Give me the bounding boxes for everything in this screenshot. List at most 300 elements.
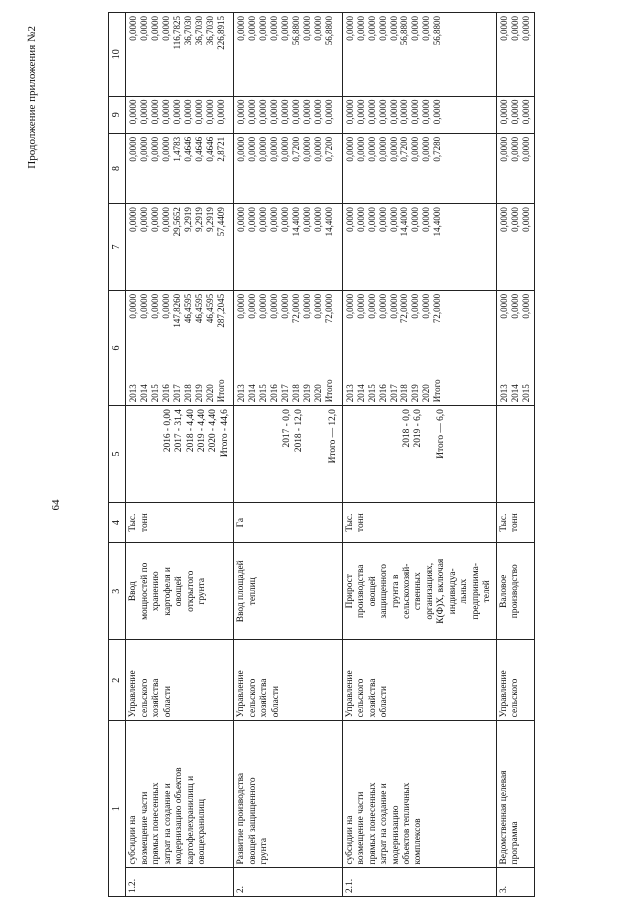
funding-other-line: 56,8800 xyxy=(324,16,335,46)
year-labels-line: 2014 xyxy=(247,384,258,403)
funding-regional-line: 0,0000 xyxy=(410,136,421,162)
funding-total-line: 0,0000 xyxy=(161,293,172,319)
funding-local-line: 0,0000 xyxy=(399,99,410,125)
year-labels-line: 2019 xyxy=(194,384,204,403)
header-cell-1: 1 xyxy=(109,721,126,897)
target-values-line xyxy=(271,409,282,499)
funding-local-line: 0,0000 xyxy=(355,99,366,125)
funding-regional-line: 0,4646 xyxy=(183,136,194,162)
funding-regional xyxy=(342,133,496,203)
funding-regional-line: 0,0000 xyxy=(128,136,139,162)
year-labels-line: 2015 xyxy=(150,384,161,403)
funding-regional-line: 0,7200 xyxy=(399,136,410,162)
funding-local-line: 0,0000 xyxy=(194,99,204,125)
indicator-line: ственных xyxy=(413,572,424,611)
funding-total xyxy=(342,290,496,369)
unit-line: Тыс. xyxy=(498,513,509,532)
funding-local-line: 0,0000 xyxy=(150,99,161,125)
funding-regional-line: 0,0000 xyxy=(498,136,509,162)
indicator-line: сельскохозяй- xyxy=(401,563,412,619)
target-values-line xyxy=(248,409,259,499)
funding-total-line: 287,2045 xyxy=(215,293,226,328)
funding-total xyxy=(126,290,234,369)
measure-name-line: программа xyxy=(510,821,521,865)
funding-total-line: 72,0000 xyxy=(324,293,335,324)
funding-total-line: 0,0000 xyxy=(258,293,269,319)
funding-total-line: 0,0000 xyxy=(313,293,324,319)
year-labels-line: 2014 xyxy=(509,384,520,403)
funding-other-line: 56,8800 xyxy=(399,16,410,46)
funding-federal-line: 0,0000 xyxy=(150,207,161,232)
funding-total-line: 0,0000 xyxy=(302,293,313,319)
indicator-line: Валовое xyxy=(498,574,509,608)
funding-local-line: 0,0000 xyxy=(344,99,355,125)
funding-other-line: 0,0000 xyxy=(498,16,509,41)
funding-federal-line: 0,0000 xyxy=(388,207,399,232)
measure-name-line: затрат на создание и xyxy=(379,783,390,865)
appendix-continuation-label: Продолжение приложения №2 xyxy=(26,26,38,169)
indicator-line: хранению xyxy=(151,571,162,612)
funding-regional-line: 0,0000 xyxy=(421,136,432,162)
funding-total-line: 0,0000 xyxy=(509,293,520,319)
executor-line: Управление xyxy=(236,670,247,718)
funding-federal-line: 0,0000 xyxy=(302,207,313,232)
year-labels-line: 2018 xyxy=(399,384,410,403)
funding-federal-line: 0,0000 xyxy=(313,207,324,232)
unit-line: Тыс. xyxy=(128,513,139,532)
target-values xyxy=(342,406,496,503)
target-values-line xyxy=(305,409,316,499)
executor-line: области xyxy=(379,685,390,718)
funding-local-line: 0,0000 xyxy=(313,99,324,125)
year-labels-line: 2019 xyxy=(302,384,313,403)
indicator-line: открытого xyxy=(185,570,196,612)
measure-name-line: модернизацию xyxy=(390,805,401,865)
funding-regional-line: 0,0000 xyxy=(258,136,269,162)
funding-total-line: 0,0000 xyxy=(280,293,291,319)
funding-federal-line: 14,4000 xyxy=(432,207,443,237)
unit xyxy=(496,502,534,543)
funding-regional-line: 0,4646 xyxy=(204,136,215,162)
target-values xyxy=(234,406,342,503)
executor xyxy=(234,640,342,721)
indicator-line: Прирост xyxy=(344,574,355,609)
measure-name-line: овощей защищенного xyxy=(247,777,258,865)
indicator-line: мощностей по xyxy=(139,562,150,620)
year-labels-line: 2017 xyxy=(388,384,399,403)
funding-federal-line: 0,0000 xyxy=(377,207,388,232)
target-values-line: 2018 - 0,0 xyxy=(401,409,412,448)
funding-other xyxy=(126,13,234,97)
funding-regional-line: 0,7280 xyxy=(432,136,443,162)
funding-total-line: 0,0000 xyxy=(520,293,531,319)
funding-regional-line: 0,0000 xyxy=(302,136,313,162)
funding-local-line: 0,0000 xyxy=(215,99,226,125)
indicator-line: производство xyxy=(510,564,521,619)
funding-federal-line: 0,0000 xyxy=(128,207,139,232)
target-values-line xyxy=(151,409,162,499)
measure-name-line: субсидии на xyxy=(344,815,355,865)
funding-total-line: 0,0000 xyxy=(355,293,366,319)
funding-regional-line: 0,0000 xyxy=(139,136,150,162)
funding-regional xyxy=(234,133,342,203)
funding-federal-line: 0,0000 xyxy=(520,207,531,232)
header-cell-10: 10 xyxy=(109,13,126,97)
funding-other-line: 0,0000 xyxy=(377,16,388,41)
funding-local-line: 0,0000 xyxy=(498,99,509,125)
year-labels-line: 2020 xyxy=(421,384,432,403)
target-values-line xyxy=(425,409,436,499)
funding-federal-line: 0,0000 xyxy=(161,207,172,232)
funding-total-line: 0,0000 xyxy=(421,293,432,319)
funding-total-line: 46,4595 xyxy=(204,293,215,324)
funding-local-line: 0,0000 xyxy=(366,99,377,125)
target-values-line: 2019 - 4,40 xyxy=(197,409,207,453)
funding-total-line: 0,0000 xyxy=(388,293,399,319)
header-cell-7: 7 xyxy=(109,204,126,291)
funding-regional-line: 0,0000 xyxy=(366,136,377,162)
indicator xyxy=(126,543,234,640)
measure-name-line: затрат на создание и xyxy=(162,783,173,865)
header-cell-3: 3 xyxy=(109,543,126,640)
target-values-line xyxy=(391,409,402,499)
measure-name-line: комплексов xyxy=(413,818,424,865)
target-values-line: 2016 - 0,00 xyxy=(162,409,173,453)
indicator-line: производства xyxy=(356,564,367,618)
funding-other-line: 0,0000 xyxy=(421,16,432,41)
funding-federal xyxy=(496,204,534,291)
funding-total-line: 0,0000 xyxy=(344,293,355,319)
funding-federal-line: 0,0000 xyxy=(280,207,291,232)
executor-line: хозяйства xyxy=(259,678,270,718)
funding-other-line: 0,0000 xyxy=(258,16,269,41)
funding-federal xyxy=(234,204,342,291)
funding-total-line: 0,0000 xyxy=(366,293,377,319)
year-labels-line: 2019 xyxy=(410,384,421,403)
funding-local-line: 0,0000 xyxy=(410,99,421,125)
table-row xyxy=(496,13,534,897)
funding-total-line: 147,8260 xyxy=(172,293,183,328)
year-labels-line: 2015 xyxy=(520,384,531,403)
indicator-line: грунта в xyxy=(390,574,401,608)
indicator-line: овощей xyxy=(367,576,378,607)
funding-local-line: 0,0000 xyxy=(520,99,531,125)
funding-other-line: 0,0000 xyxy=(366,16,377,41)
year-labels-line: 2016 xyxy=(377,384,388,403)
funding-federal-line: 9,2919 xyxy=(204,207,215,232)
funding-total-line: 0,0000 xyxy=(247,293,258,319)
target-values-line xyxy=(259,409,270,499)
funding-local-line: 0,0000 xyxy=(128,99,139,125)
measure-name-line: грунта xyxy=(259,837,270,865)
funding-federal-line: 0,0000 xyxy=(344,207,355,232)
funding-other-line: 0,0000 xyxy=(161,16,172,41)
funding-other-line: 0,0000 xyxy=(269,16,280,41)
target-values-line: 2018 - 12,0 xyxy=(293,409,304,453)
program-table xyxy=(108,12,535,897)
measure-name xyxy=(126,721,234,868)
funding-federal-line: 0,0000 xyxy=(410,207,421,232)
unit-line: Га xyxy=(236,517,247,528)
funding-federal-line: 0,0000 xyxy=(236,207,247,232)
year-labels-line: 2018 xyxy=(291,384,302,403)
funding-local xyxy=(342,96,496,133)
funding-other-line: 0,0000 xyxy=(509,16,520,41)
funding-regional-line: 0,7200 xyxy=(291,136,302,162)
year-labels-line: 2013 xyxy=(236,384,247,403)
unit-line: тонн xyxy=(139,513,150,532)
funding-federal xyxy=(342,204,496,291)
funding-local xyxy=(126,96,234,133)
year-labels-line: 2015 xyxy=(258,384,269,403)
funding-total xyxy=(234,290,342,369)
indicator-line: К(Ф)Х, включая xyxy=(436,558,447,624)
funding-regional-line: 0,0000 xyxy=(236,136,247,162)
target-values-line xyxy=(379,409,390,499)
row-number: 2.1. xyxy=(342,868,496,897)
funding-local-line: 0,0000 xyxy=(161,99,172,125)
measure-name-line: прямых понесенных xyxy=(367,782,378,865)
year-labels-line: 2013 xyxy=(498,384,509,403)
year-labels-line: 2013 xyxy=(128,384,139,403)
measure-name-line: овощехранилищ xyxy=(197,798,207,865)
funding-other-line: 0,0000 xyxy=(388,16,399,41)
funding-regional-line: 0,0000 xyxy=(344,136,355,162)
measure-name-line: Развитие производства xyxy=(236,772,247,865)
measure-name-line: картофелехранилищ и xyxy=(185,775,196,865)
measure-name xyxy=(234,721,342,868)
year-labels-line: 2018 xyxy=(183,384,194,403)
executor-line: сельского xyxy=(247,678,258,718)
target-values-line: Итого — 6,0 xyxy=(436,409,447,459)
funding-other xyxy=(496,13,534,97)
funding-regional-line: 0,0000 xyxy=(388,136,399,162)
funding-other-line: 0,0000 xyxy=(128,16,139,41)
funding-local-line: 0,0000 xyxy=(377,99,388,125)
indicator-line: теплиц xyxy=(247,577,258,606)
measure-name-line: прямых понесенных xyxy=(151,782,162,865)
funding-federal-line: 9,2919 xyxy=(194,207,204,232)
indicator-line: овощей xyxy=(174,576,185,607)
funding-other xyxy=(234,13,342,97)
funding-total-line: 46,4595 xyxy=(183,293,194,324)
measure-name-line: объектов тепличных xyxy=(401,782,412,865)
funding-regional-line: 0,0000 xyxy=(247,136,258,162)
funding-other-line: 0,0000 xyxy=(313,16,324,41)
funding-local-line: 0,0000 xyxy=(172,99,183,125)
row-number: 1.2. xyxy=(126,868,234,897)
funding-federal xyxy=(126,204,234,291)
unit-line: Тыс. xyxy=(344,513,355,532)
funding-other-line: 56,8800 xyxy=(432,16,443,46)
funding-federal-line: 0,0000 xyxy=(498,207,509,232)
funding-other-line: 0,0000 xyxy=(410,16,421,41)
year-labels xyxy=(496,369,534,405)
funding-regional-line: 0,7200 xyxy=(324,136,335,162)
year-labels-line: 2013 xyxy=(344,384,355,403)
executor xyxy=(496,640,534,721)
funding-other-line: 0,0000 xyxy=(344,16,355,41)
funding-total xyxy=(496,290,534,369)
executor-line: сельского xyxy=(139,678,150,718)
funding-local xyxy=(496,96,534,133)
indicator xyxy=(496,543,534,640)
funding-federal-line: 14,4000 xyxy=(324,207,335,237)
target-values xyxy=(126,406,234,503)
funding-local-line: 0,0000 xyxy=(388,99,399,125)
funding-total-line: 0,0000 xyxy=(269,293,280,319)
funding-other-line: 56,8800 xyxy=(291,16,302,46)
target-values-line: 2017 - 0,0 xyxy=(282,409,293,448)
measure-name-line: возмещение части xyxy=(356,791,367,865)
funding-local-line: 0,0000 xyxy=(236,99,247,125)
funding-total-line: 0,0000 xyxy=(139,293,150,319)
funding-federal-line: 0,0000 xyxy=(509,207,520,232)
indicator-line: индивидуа- xyxy=(447,568,458,615)
funding-regional-line: 0,4646 xyxy=(194,136,204,162)
executor-line: хозяйства xyxy=(151,678,162,718)
table-body xyxy=(126,13,534,897)
funding-local-line: 0,0000 xyxy=(302,99,313,125)
funding-federal-line: 0,0000 xyxy=(139,207,150,232)
funding-total-line: 0,0000 xyxy=(498,293,509,319)
indicator-line: телей xyxy=(482,580,493,603)
target-values-line xyxy=(345,409,356,499)
indicator xyxy=(342,543,496,640)
measure-name xyxy=(496,721,534,868)
funding-federal-line: 0,0000 xyxy=(258,207,269,232)
funding-regional-line: 0,0000 xyxy=(355,136,366,162)
funding-federal-line: 57,4409 xyxy=(215,207,226,237)
year-labels-line: 2017 xyxy=(172,384,183,403)
funding-federal-line: 14,4000 xyxy=(291,207,302,237)
executor-line: Управление xyxy=(344,670,355,718)
funding-local-line: 0,0000 xyxy=(139,99,150,125)
row-number: 2. xyxy=(234,868,342,897)
funding-federal-line: 0,0000 xyxy=(366,207,377,232)
target-values-line: Итого — 12,0 xyxy=(328,409,339,464)
year-labels-line: 2017 xyxy=(280,384,291,403)
funding-total-line: 0,0000 xyxy=(377,293,388,319)
target-values-line: 2019 - 6,0 xyxy=(413,409,424,448)
measure-name-line: субсидии на xyxy=(128,815,139,865)
measure-name xyxy=(342,721,496,868)
funding-regional-line: 0,0000 xyxy=(520,136,531,162)
indicator-line: грунта xyxy=(197,578,207,605)
funding-regional-line: 0,0000 xyxy=(377,136,388,162)
target-values-line: 2017 - 31,4 xyxy=(174,409,185,453)
year-labels-line: 2015 xyxy=(366,384,377,403)
executor xyxy=(126,640,234,721)
target-values-line xyxy=(140,409,151,499)
funding-other-line: 0,0000 xyxy=(280,16,291,41)
funding-regional-line: 1,4783 xyxy=(172,136,183,162)
year-labels-line: 2014 xyxy=(355,384,366,403)
header-cell-8: 8 xyxy=(109,133,126,203)
executor-line: Управление xyxy=(498,670,509,718)
funding-local-line: 0,0000 xyxy=(291,99,302,125)
target-values-line xyxy=(236,409,247,499)
funding-other-line: 0,0000 xyxy=(302,16,313,41)
funding-regional-line: 0,0000 xyxy=(161,136,172,162)
funding-total-line: 46,4595 xyxy=(194,293,204,324)
year-labels-line: 2016 xyxy=(161,384,172,403)
funding-regional-line: 0,0000 xyxy=(150,136,161,162)
executor-line: Управление xyxy=(128,670,139,718)
indicator-line: предпринима- xyxy=(470,563,481,620)
indicator-line: картофеля и xyxy=(162,567,173,616)
executor-line: сельского xyxy=(356,678,367,718)
funding-other-line: 0,0000 xyxy=(355,16,366,41)
funding-local-line: 0,0000 xyxy=(324,99,335,125)
target-values-line xyxy=(356,409,367,499)
target-values-line xyxy=(128,409,139,499)
executor-line: хозяйства xyxy=(367,678,378,718)
funding-other-line: 36,7030 xyxy=(194,16,204,46)
table-row xyxy=(234,13,342,897)
header-cell-2: 2 xyxy=(109,640,126,721)
row-number: 3. xyxy=(496,868,534,897)
year-labels-line: Итого xyxy=(432,379,443,403)
funding-other-line: 0,0000 xyxy=(520,16,531,41)
funding-other-line: 116,7825 xyxy=(172,16,183,50)
measure-name-line: модернизацию объектов xyxy=(174,767,185,865)
funding-regional-line: 2,8721 xyxy=(215,136,226,162)
funding-federal-line: 14,4000 xyxy=(399,207,410,237)
year-labels-line: 2014 xyxy=(139,384,150,403)
indicator-line: льных xyxy=(459,578,470,604)
unit-line: тонн xyxy=(356,513,367,532)
unit-line: тонн xyxy=(510,513,521,532)
funding-total-line: 0,0000 xyxy=(128,293,139,319)
funding-total-line: 72,0000 xyxy=(291,293,302,324)
funding-regional xyxy=(496,133,534,203)
funding-local-line: 0,0000 xyxy=(432,99,443,125)
header-cell-4: 4 xyxy=(109,502,126,543)
table-header-row xyxy=(109,13,126,897)
executor xyxy=(342,640,496,721)
executor-line: области xyxy=(162,685,173,718)
funding-other-line: 36,7030 xyxy=(204,16,215,46)
funding-local-line: 0,0000 xyxy=(280,99,291,125)
target-values-line xyxy=(317,409,328,499)
funding-other-line: 36,7030 xyxy=(183,16,194,46)
funding-total-line: 0,0000 xyxy=(410,293,421,319)
target-values-line: 2018 - 4,40 xyxy=(185,409,196,453)
header-cell-6: 6 xyxy=(109,290,126,405)
year-labels-line: 2020 xyxy=(313,384,324,403)
executor-line: области xyxy=(270,685,281,718)
header-cell-5: 5 xyxy=(109,406,126,503)
indicator xyxy=(234,543,342,640)
year-labels-line: 2016 xyxy=(269,384,280,403)
funding-regional-line: 0,0000 xyxy=(269,136,280,162)
year-labels xyxy=(234,369,342,405)
unit xyxy=(342,502,496,543)
funding-federal-line: 0,0000 xyxy=(247,207,258,232)
target-values xyxy=(496,406,534,503)
target-values-line: Итого - 44,6 xyxy=(219,409,230,458)
year-labels-line: Итого xyxy=(324,379,335,403)
funding-total-line: 0,0000 xyxy=(150,293,161,319)
funding-regional xyxy=(126,133,234,203)
funding-other-line: 0,0000 xyxy=(236,16,247,41)
funding-total-line: 72,0000 xyxy=(399,293,410,324)
measure-name-line: Ведомственная целевая xyxy=(498,770,509,865)
indicator-line: Ввод xyxy=(128,581,139,602)
funding-local-line: 0,0000 xyxy=(247,99,258,125)
header-cell-9: 9 xyxy=(109,96,126,133)
